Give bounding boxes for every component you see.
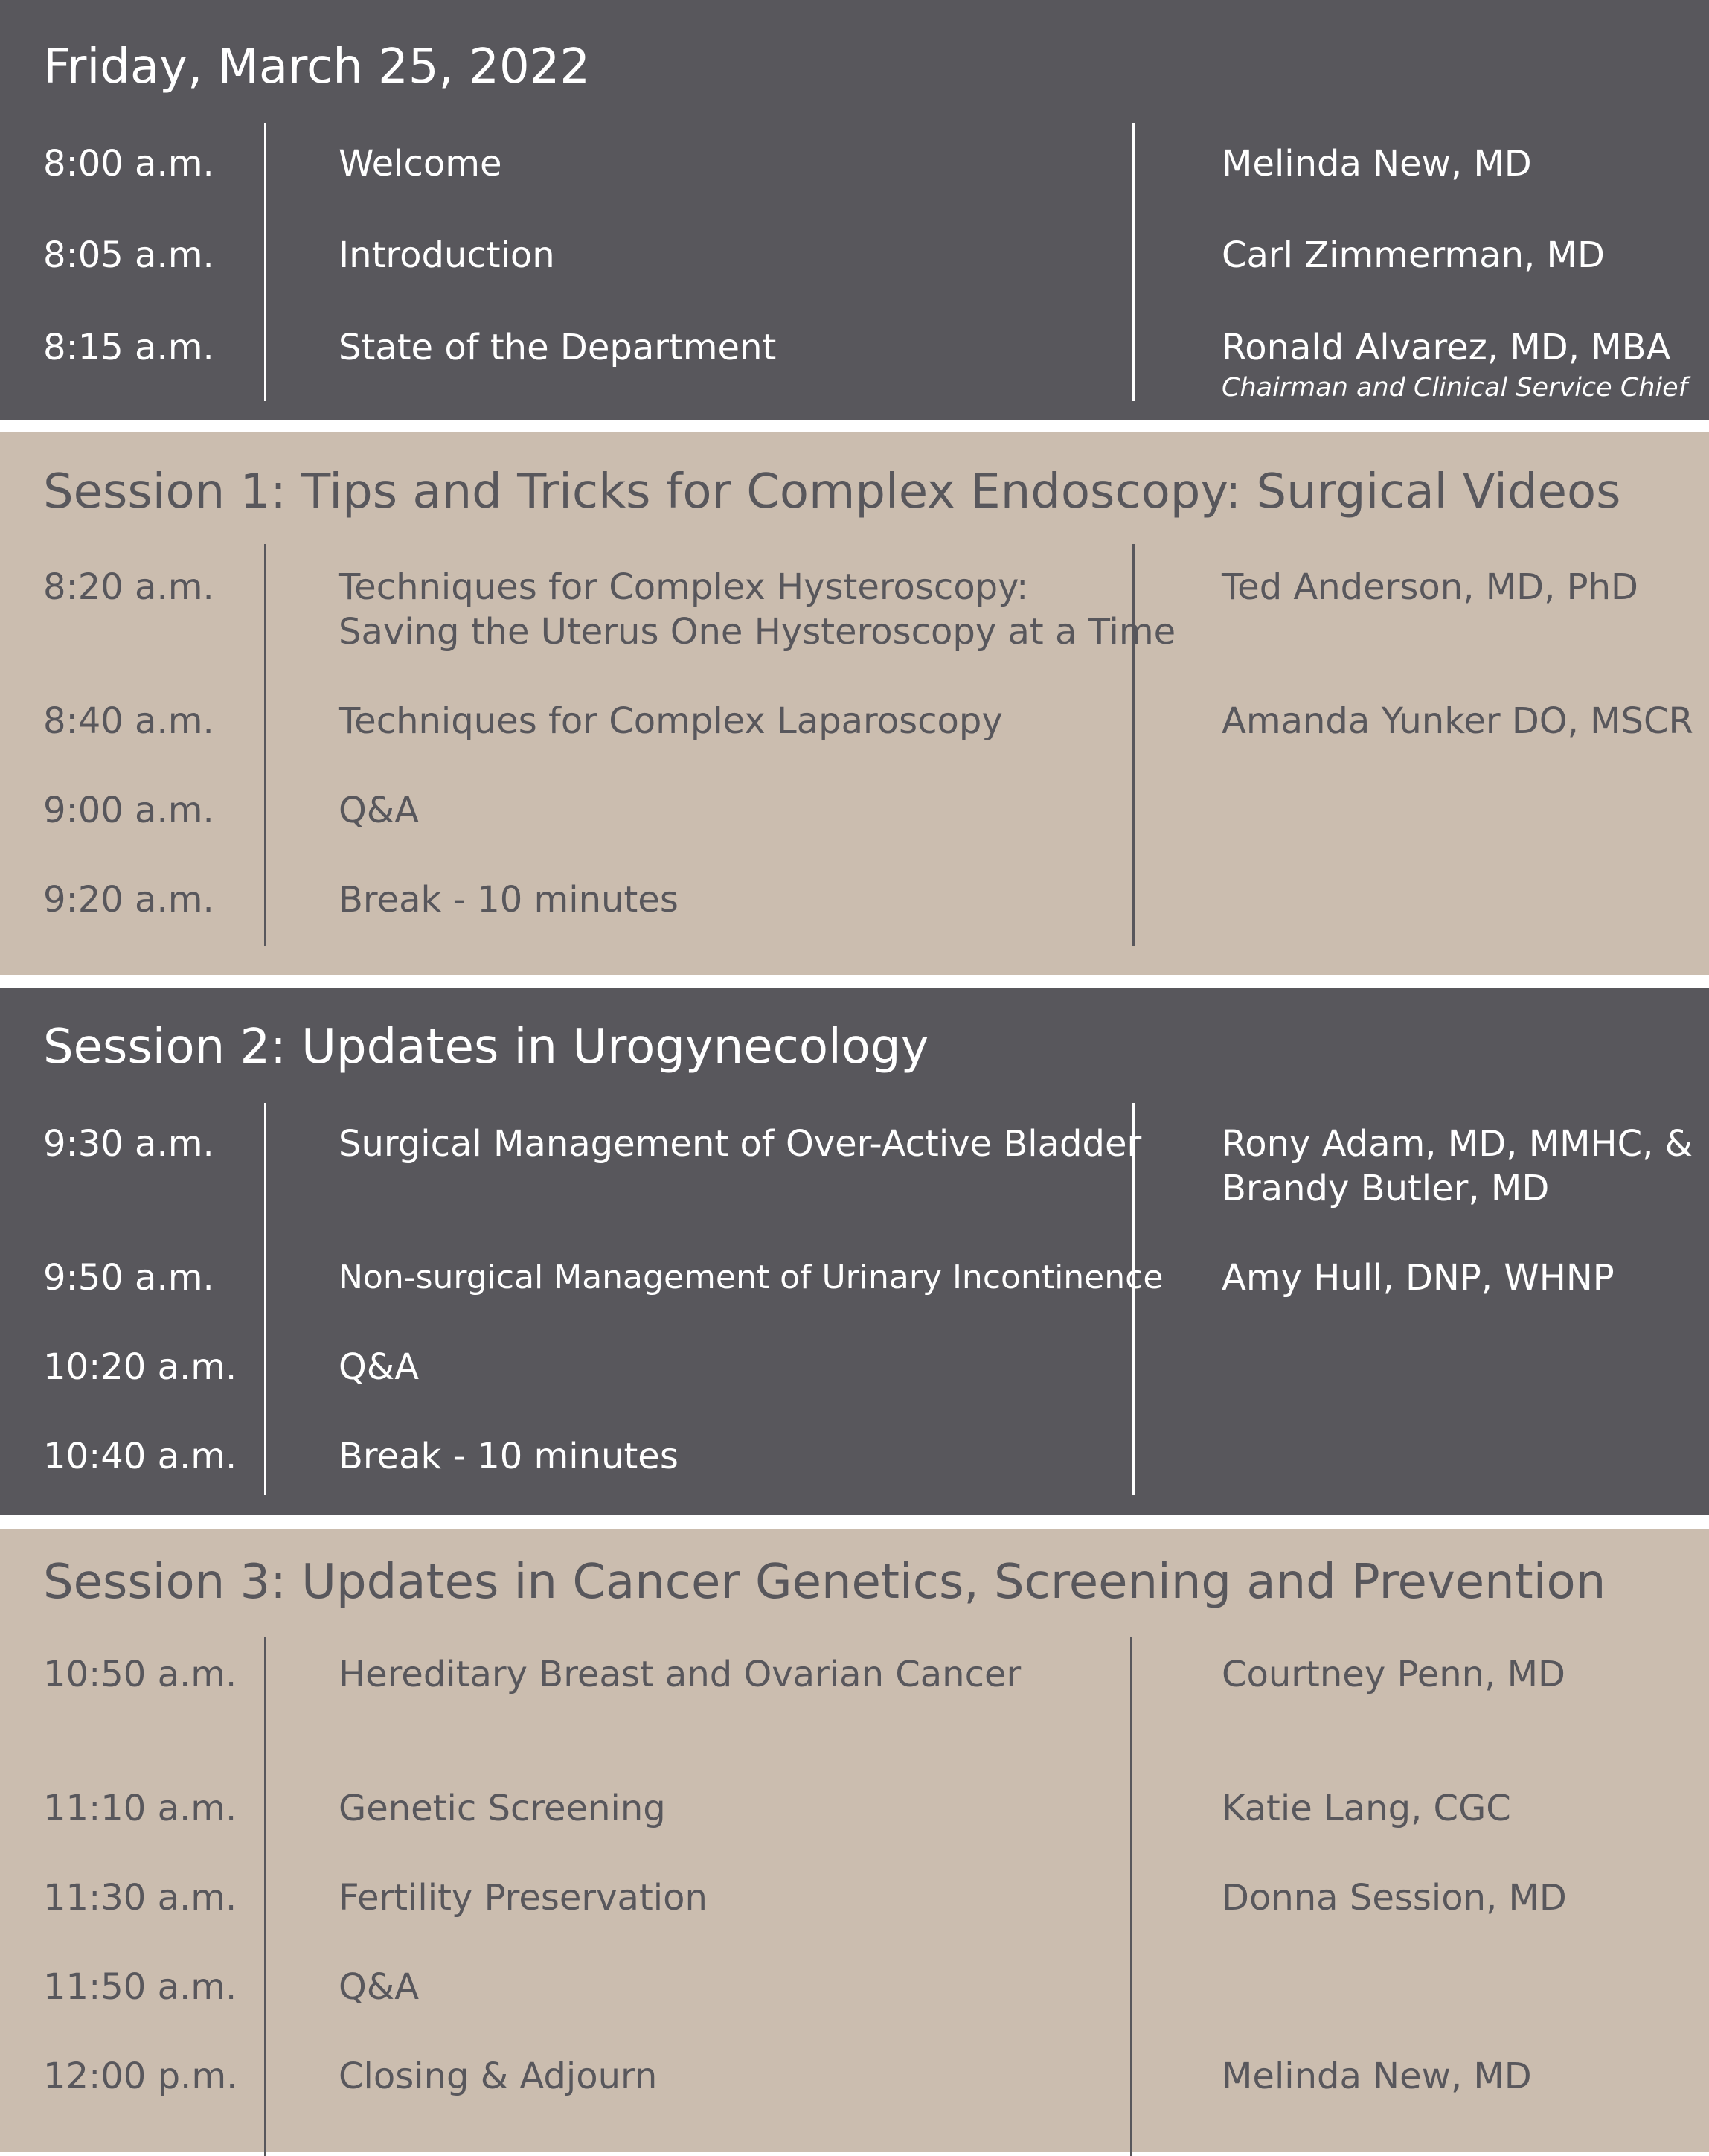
row-speaker: Amy Hull, DNP, WHNP bbox=[1222, 1257, 1615, 1299]
session1-block bbox=[0, 432, 1709, 975]
row-speaker: Donna Session, MD bbox=[1222, 1877, 1567, 1919]
divider-left bbox=[264, 123, 266, 401]
row-topic: Q&A bbox=[339, 1966, 420, 2008]
row-topic: Genetic Screening bbox=[339, 1788, 666, 1829]
row-time: 10:40 a.m. bbox=[43, 1436, 237, 1477]
row-speaker: Ted Anderson, MD, PhD bbox=[1222, 566, 1638, 608]
row-topic: Closing & Adjourn bbox=[339, 2056, 658, 2097]
row-topic bbox=[339, 565, 1176, 654]
row-topic: Q&A bbox=[339, 790, 420, 831]
divider-right bbox=[1130, 1637, 1132, 2156]
row-topic: Introduction bbox=[339, 234, 555, 276]
row-speaker: Ronald Alvarez, MD, MBA bbox=[1222, 327, 1671, 368]
row-speaker: Amanda Yunker DO, MSCR bbox=[1222, 700, 1693, 742]
divider-right bbox=[1132, 123, 1135, 401]
row-speaker: Melinda New, MD bbox=[1222, 143, 1532, 185]
row-topic: Welcome bbox=[339, 143, 502, 185]
row-time: 11:10 a.m. bbox=[43, 1788, 237, 1829]
topic-line: Techniques for Complex Hysteroscopy: bbox=[339, 566, 1029, 608]
divider-left bbox=[264, 1637, 266, 2156]
divider-left bbox=[264, 1103, 266, 1495]
row-time: 10:50 a.m. bbox=[43, 1654, 237, 1695]
row-topic: Hereditary Breast and Ovarian Cancer bbox=[339, 1654, 1022, 1695]
row-speaker: Carl Zimmerman, MD bbox=[1222, 234, 1605, 276]
row-topic: Break - 10 minutes bbox=[339, 879, 679, 921]
row-time: 11:30 a.m. bbox=[43, 1877, 237, 1919]
row-time: 8:15 a.m. bbox=[43, 327, 214, 368]
row-speaker: Katie Lang, CGC bbox=[1222, 1788, 1511, 1829]
session3-title: Session 3: Updates in Cancer Genetics, Screening and Prevention bbox=[43, 1555, 1606, 1610]
row-time: 9:20 a.m. bbox=[43, 879, 214, 921]
session1-title: Session 1: Tips and Tricks for Complex Endoscopy: Surgical Videos bbox=[43, 464, 1621, 519]
topic-line: Saving the Uterus One Hysteroscopy at a Time bbox=[339, 611, 1176, 653]
row-time: 8:40 a.m. bbox=[43, 700, 214, 742]
row-time: 11:50 a.m. bbox=[43, 1966, 237, 2008]
row-topic: Non-surgical Management of Urinary Incontinence bbox=[339, 1258, 1164, 1296]
speaker-title: Chairman and Clinical Service Chief bbox=[1222, 373, 1688, 403]
day-title: Friday, March 25, 2022 bbox=[43, 39, 591, 95]
row-time: 8:05 a.m. bbox=[43, 234, 214, 276]
row-topic: State of the Department bbox=[339, 327, 777, 368]
row-topic: Techniques for Complex Laparoscopy bbox=[339, 700, 1003, 742]
row-time: 12:00 p.m. bbox=[43, 2056, 238, 2097]
divider-left bbox=[264, 544, 266, 946]
row-topic: Fertility Preservation bbox=[339, 1877, 708, 1919]
row-speaker: Melinda New, MD bbox=[1222, 2056, 1532, 2097]
row-topic: Break - 10 minutes bbox=[339, 1436, 679, 1477]
row-time: 9:00 a.m. bbox=[43, 790, 214, 831]
row-time: 9:30 a.m. bbox=[43, 1123, 214, 1165]
session2-title: Session 2: Updates in Urogynecology bbox=[43, 1020, 929, 1075]
day-block bbox=[0, 0, 1709, 420]
row-time: 9:50 a.m. bbox=[43, 1257, 214, 1299]
row-topic: Q&A bbox=[339, 1346, 420, 1388]
row-time: 10:20 a.m. bbox=[43, 1346, 237, 1388]
row-time: 8:20 a.m. bbox=[43, 566, 214, 608]
speaker-line: Brandy Butler, MD bbox=[1222, 1168, 1550, 1209]
speaker-line: Rony Adam, MD, MMHC, & bbox=[1222, 1123, 1693, 1165]
session2-block bbox=[0, 988, 1709, 1515]
session3-block bbox=[0, 1529, 1709, 2152]
row-time: 8:00 a.m. bbox=[43, 143, 214, 185]
row-topic: Surgical Management of Over-Active Bladder bbox=[339, 1123, 1142, 1165]
row-speaker bbox=[1222, 1122, 1693, 1211]
row-speaker: Courtney Penn, MD bbox=[1222, 1654, 1565, 1695]
